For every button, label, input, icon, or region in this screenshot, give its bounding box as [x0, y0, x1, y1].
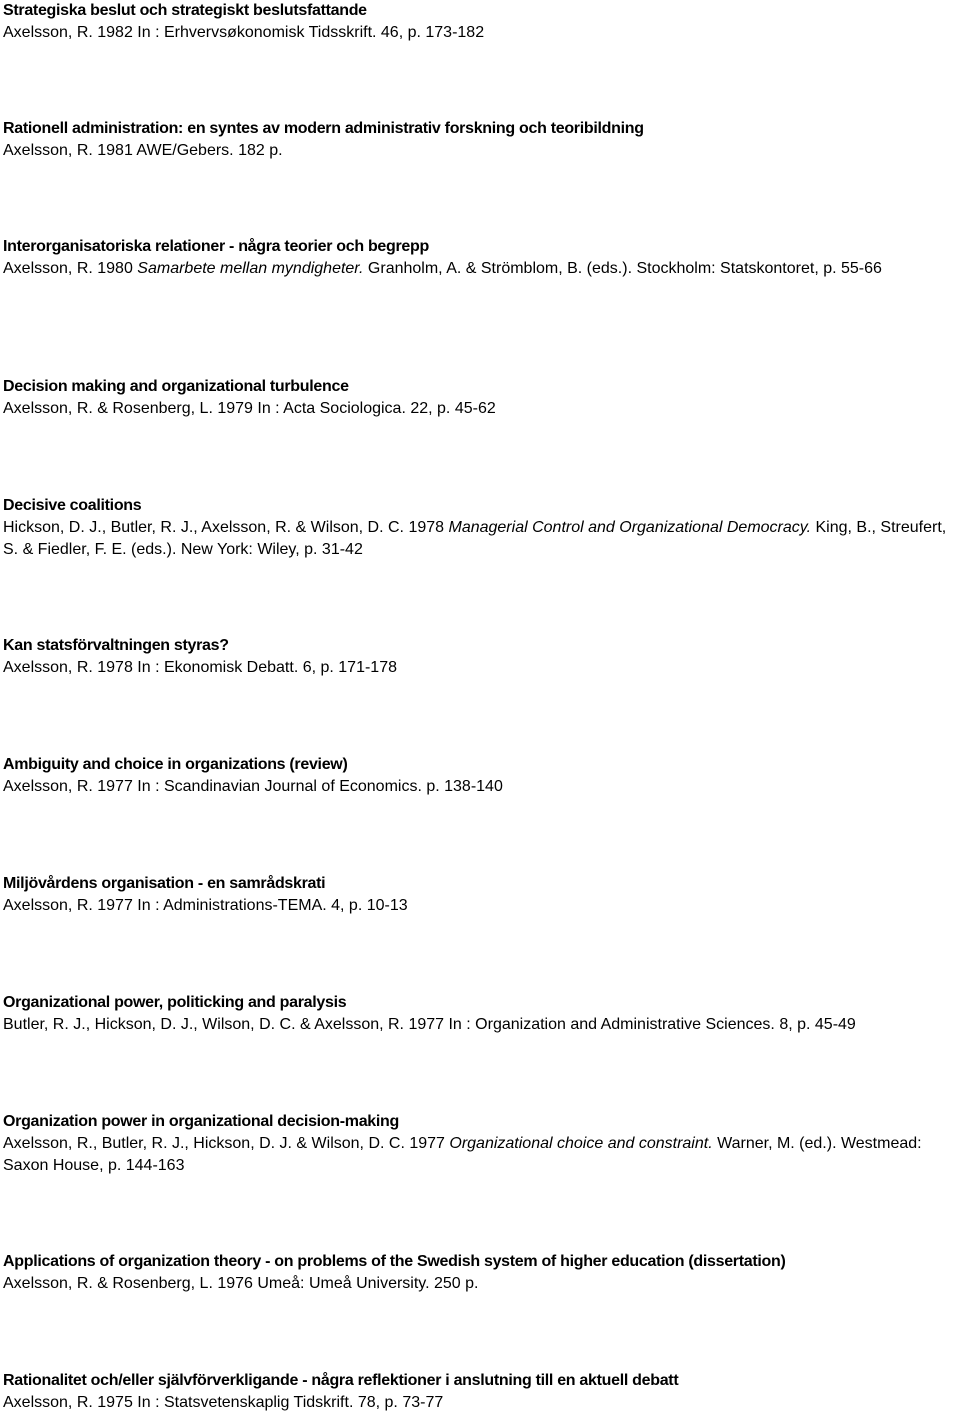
- publication-entry: [3, 0, 955, 44]
- publication-entry: [3, 1251, 955, 1295]
- publication-entry: [3, 376, 955, 420]
- publication-entry: [3, 992, 955, 1036]
- publication-entry: [3, 754, 955, 798]
- publication-title: Ambiguity and choice in organizations (review): [3, 756, 348, 773]
- publication-title: Miljövårdens organisation - en samrådskrati: [3, 875, 326, 892]
- publication-title: Applications of organization theory - on problems of the Swedish system of higher education (dissertation): [3, 1253, 786, 1270]
- publication-citation: Butler, R. J., Hickson, D. J., Wilson, D. C. & Axelsson, R. 1977 In : Organization and Administrative Sciences. 8, p. 45-49: [3, 1016, 856, 1033]
- publication-citation: Hickson, D. J., Butler, R. J., Axelsson, R. & Wilson, D. C. 1978 Managerial Control and Organizational Democracy. King, B., Streufert, S. & Fiedler, F. E. (eds.). New York: Wiley, p. 31-42: [3, 519, 947, 558]
- publication-entry: [3, 236, 955, 280]
- publication-title: Organization power in organizational decision-making: [3, 1113, 400, 1130]
- publication-title: Interorganisatoriska relationer - några teorier och begrepp: [3, 238, 429, 255]
- publication-entry: [3, 495, 955, 561]
- publication-title: Organizational power, politicking and paralysis: [3, 994, 347, 1011]
- publication-citation: Axelsson, R. 1980 Samarbete mellan myndigheter. Granholm, A. & Strömblom, B. (eds.). Stockholm: Statskontoret, p. 55-66: [3, 260, 882, 277]
- publication-title: Rationalitet och/eller självförverkligande - några reflektioner i anslutning till en aktuell debatt: [3, 1372, 679, 1389]
- publication-citation: Axelsson, R. & Rosenberg, L. 1976 Umeå: Umeå University. 250 p.: [3, 1275, 479, 1292]
- publication-entry: [3, 1370, 955, 1414]
- publication-title: Decision making and organizational turbulence: [3, 378, 349, 395]
- publication-citation: Axelsson, R. 1977 In : Administrations-TEMA. 4, p. 10-13: [3, 897, 408, 914]
- publication-citation: Axelsson, R., Butler, R. J., Hickson, D. J. & Wilson, D. C. 1977 Organizational choice and constraint. Warner, M. (ed.). Westmead: Saxon House, p. 144-163: [3, 1135, 922, 1174]
- publication-title: Kan statsförvaltningen styras?: [3, 637, 229, 654]
- publication-citation: Axelsson, R. & Rosenberg, L. 1979 In : Acta Sociologica. 22, p. 45-62: [3, 400, 496, 417]
- publication-citation: Axelsson, R. 1982 In : Erhvervsøkonomisk Tidsskrift. 46, p. 173-182: [3, 24, 485, 41]
- publication-citation: Axelsson, R. 1975 In : Statsvetenskaplig Tidskrift. 78, p. 73-77: [3, 1394, 444, 1411]
- publication-title: Decisive coalitions: [3, 497, 142, 514]
- publication-citation: Axelsson, R. 1978 In : Ekonomisk Debatt. 6, p. 171-178: [3, 659, 397, 676]
- publication-entry: [3, 1111, 955, 1177]
- publication-title: Strategiska beslut och strategiskt beslutsfattande: [3, 2, 367, 19]
- publication-entry: [3, 635, 955, 679]
- publication-entry: [3, 118, 955, 162]
- publication-citation: Axelsson, R. 1981 AWE/Gebers. 182 p.: [3, 142, 283, 159]
- publication-title: Rationell administration: en syntes av modern administrativ forskning och teoribildning: [3, 120, 644, 137]
- publication-entry: [3, 873, 955, 917]
- publication-citation: Axelsson, R. 1977 In : Scandinavian Journal of Economics. p. 138-140: [3, 778, 503, 795]
